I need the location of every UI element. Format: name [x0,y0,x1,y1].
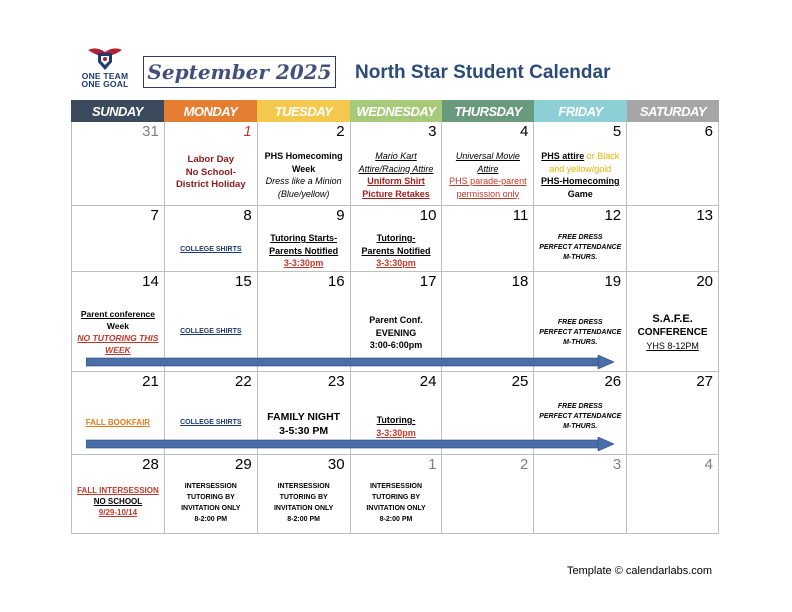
labor-day-event: Labor Day No School- District Holiday [175,154,246,190]
calendar-grid [71,100,719,534]
day-cell[interactable] [534,206,627,272]
college-shirts-event: COLLEGE SHIRTS [180,328,242,335]
intersession-event: INTERSESSION TUTORING BY INVITATION ONLY 8-2:00 PM [273,483,334,523]
day-cell[interactable] [442,122,534,206]
day-number: 1 [243,123,252,140]
free-dress-event: FREE DRESS PERFECT ATTENDANCE M-THURS. [539,403,622,430]
day-number: 2 [519,456,529,473]
day-cell[interactable] [258,122,351,206]
day-cell[interactable] [627,122,719,206]
day-cell[interactable] [534,455,627,534]
weekday-tuesday: TUESDAY [257,100,350,122]
tutoring-event: Tutoring- 3-3:30pm [376,415,416,438]
day-number: 9 [336,207,345,224]
logo-line-1: ONE TEAM [81,71,129,81]
homecoming-event: PHS Homecoming Week Dress like a Minion (Blue/yellow) [264,151,343,199]
day-cell[interactable] [627,272,719,372]
parent-conf-evening-event: Parent Conf. EVENING 3:00-6:00pm [369,315,423,350]
day-number: 3 [612,456,622,473]
day-number: 25 [511,373,529,390]
day-number: 7 [150,207,159,224]
safe-conference-event: S.A.F.E. CONFERENCE YHS 8-12PM [637,313,708,351]
day-number: 16 [327,273,345,290]
day-cell[interactable] [72,206,165,272]
weekday-monday: MONDAY [164,100,257,122]
weekday-sunday: SUNDAY [71,100,164,122]
week-row-1 [71,122,719,206]
day-cell[interactable] [165,206,258,272]
weekday-header-row [71,100,719,122]
weekday-friday: FRIDAY [534,100,627,122]
week-row-5 [71,455,719,534]
week-row-2 [71,206,719,272]
day-number: 26 [604,373,622,390]
day-number: 24 [419,373,437,390]
school-logo [78,44,132,92]
college-shirts-event: COLLEGE SHIRTS [180,246,242,253]
universal-movie-event: Universal Movie Attire PHS parade-parent permission only [449,151,527,199]
day-cell[interactable] [258,206,351,272]
day-cell[interactable] [627,206,719,272]
day-cell[interactable] [351,206,443,272]
day-number: 23 [327,373,345,390]
day-number: 1 [428,456,437,473]
day-number: 21 [142,373,159,390]
day-number: 4 [519,123,529,140]
day-number: 14 [142,273,159,290]
day-number: 13 [696,207,714,224]
day-number: 12 [604,207,622,224]
day-number: 6 [704,123,714,140]
weekday-thursday: THURSDAY [442,100,534,122]
day-number: 15 [235,273,252,290]
day-number: 10 [419,207,437,224]
day-number: 28 [142,456,159,473]
day-number: 19 [604,273,622,290]
day-number: 2 [336,123,345,140]
day-cell[interactable] [72,455,165,534]
logo-line-2: ONE GOAL [81,79,129,89]
day-number: 5 [612,123,622,140]
day-cell[interactable] [72,122,165,206]
day-number: 29 [235,456,252,473]
month-box [143,56,336,88]
day-number: 20 [696,273,714,290]
day-cell[interactable] [351,122,443,206]
weekday-saturday: SATURDAY [627,100,719,122]
mario-kart-event: Mario Kart Attire/Racing Attire Uniform Shirt Picture Retakes [358,151,434,199]
day-cell[interactable] [165,122,258,206]
day-cell[interactable] [442,455,534,534]
family-night-event: FAMILY NIGHT 3-5:30 PM [267,411,341,437]
fall-bookfair-event: FALL BOOKFAIR [85,418,151,427]
college-shirts-event: COLLEGE SHIRTS [180,419,242,426]
month-title: September 2025 [147,60,332,84]
free-dress-event: FREE DRESS PERFECT ATTENDANCE M-THURS. [539,319,622,346]
day-number: 11 [512,207,529,224]
template-credit: Template © calendarlabs.com [567,565,713,577]
intersession-event: INTERSESSION TUTORING BY INVITATION ONLY 8-2:00 PM [366,483,426,523]
eagle-shield-icon [86,44,124,72]
day-number: 22 [235,373,252,390]
day-cell[interactable] [627,372,719,455]
week-span-arrow-icon [86,437,614,451]
day-number: 31 [142,123,159,140]
fall-intersession-event: FALL INTERSESSION NO SCHOOL 9/29-10/14 [77,486,159,517]
day-number: 3 [428,123,437,140]
free-dress-event: FREE DRESS PERFECT ATTENDANCE M-THURS. [539,234,622,261]
day-number: 4 [704,456,714,473]
day-cell[interactable] [534,122,627,206]
tutoring-starts-event: Tutoring Starts- Parents Notified 3-3:30pm [269,233,339,268]
day-number: 27 [696,373,714,390]
day-number: 30 [327,456,345,473]
tutoring-parents-event: Tutoring- Parents Notified 3-3:30pm [361,233,431,268]
day-cell[interactable] [165,455,258,534]
intersession-event: INTERSESSION TUTORING BY INVITATION ONLY 8-2:00 PM [181,483,241,523]
parent-conference-week-event: Parent conference Week NO TUTORING THIS WEEK [77,309,159,355]
day-cell[interactable] [351,455,443,534]
phs-attire-event: PHS attire or Black and yellow/gold PHS-Homecoming Game [540,151,620,199]
calendar-title: North Star Student Calendar [355,62,611,83]
day-cell[interactable] [627,455,719,534]
day-cell[interactable] [442,206,534,272]
day-number: 18 [511,273,529,290]
weekday-wednesday: WEDNESDAY [350,100,442,122]
day-cell[interactable] [258,455,351,534]
day-number: 17 [419,273,437,290]
week-span-arrow-icon [86,355,614,369]
day-number: 8 [243,207,252,224]
